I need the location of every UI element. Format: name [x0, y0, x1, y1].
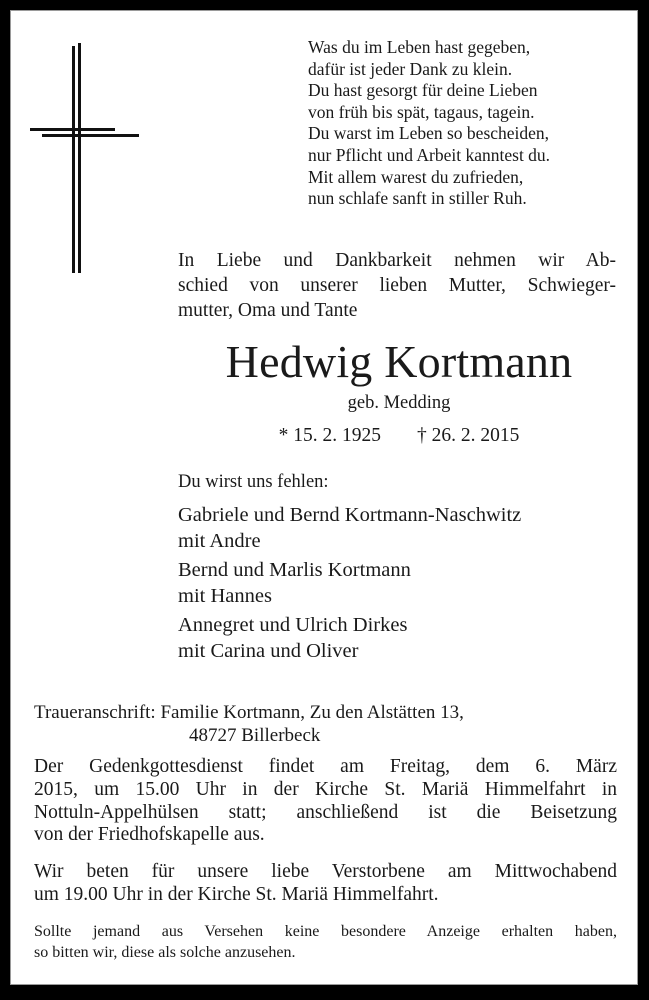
- poem-line: Mit allem warest du zufrieden,: [308, 166, 524, 187]
- death-date: † 26. 2. 2015: [417, 425, 520, 446]
- poem-line: Du hast gesorgt für deine Lieben: [308, 80, 538, 101]
- mourner-names: Annegret und Ulrich Dirkes: [178, 614, 408, 636]
- poem-line: Was du im Leben hast gegeben,: [308, 37, 531, 57]
- poem-line: nun schlafe sanft in stiller Ruh.: [308, 188, 527, 209]
- prayer-info: [34, 860, 617, 906]
- intro-line: mutter, Oma und Tante: [178, 300, 358, 321]
- memorial-service-info: [34, 756, 617, 847]
- address-line: Traueranschrift: Familie Kortmann, Zu den Alstätten 13,: [34, 702, 464, 723]
- note-line: Sollte jemand aus Versehen keine besondere Anzeige erhalten haben,: [34, 923, 617, 940]
- mourner-group: [178, 503, 521, 554]
- mourner-names: Bernd und Marlis Kortmann: [178, 559, 411, 581]
- poem: [308, 37, 550, 210]
- poem-line: von früh bis spät, tagaus, tagein.: [308, 101, 535, 122]
- note-line: so bitten wir, diese als solche anzusehen.: [34, 943, 296, 961]
- life-dates: [160, 423, 638, 449]
- mourners-heading: Du wirst uns fehlen:: [178, 472, 329, 492]
- mourners-list: [178, 503, 521, 668]
- poem-line: dafür ist jeder Dank zu klein.: [308, 58, 513, 79]
- mourner-group: [178, 558, 521, 609]
- notice-note: [34, 922, 617, 963]
- poem-line: nur Pflicht und Arbeit kanntest du.: [308, 144, 551, 165]
- service-line: von der Friedhofskapelle aus.: [34, 824, 265, 846]
- intro-line: In Liebe und Dankbarkeit nehmen wir Ab-: [178, 250, 616, 271]
- address-line: 48727 Billerbeck: [189, 724, 321, 746]
- deceased-name: Hedwig Kortmann: [225, 336, 573, 387]
- prayer-line: um 19.00 Uhr in der Kirche St. Mariä Himmelfahrt.: [34, 884, 439, 905]
- birth-date: * 15. 2. 1925: [278, 425, 381, 446]
- mourning-address: [34, 702, 464, 747]
- mourner-group: [178, 613, 521, 664]
- prayer-line: Wir beten für unsere liebe Verstorbene am Mittwochabend: [34, 861, 617, 882]
- birth-name: geb. Medding: [347, 393, 451, 413]
- intro-text: [178, 248, 616, 323]
- mourner-names: Gabriele und Bernd Kortmann-Naschwitz: [178, 504, 522, 526]
- service-line: Nottuln-Appelhülsen statt; anschließend ist die Beisetzung: [34, 801, 617, 823]
- service-line: 2015, um 15.00 Uhr in der Kirche St. Mariä Himmelfahrt in: [34, 778, 617, 800]
- poem-line: Du warst im Leben so bescheiden,: [308, 123, 550, 144]
- mourner-children: mit Hannes: [178, 584, 272, 607]
- mourner-children: mit Carina und Oliver: [178, 639, 359, 662]
- intro-line: schied von unserer lieben Mutter, Schwieger-: [178, 275, 616, 296]
- mourner-children: mit Andre: [178, 529, 261, 552]
- latin-cross-icon: [30, 43, 140, 273]
- service-line: Der Gedenkgottesdienst findet am Freitag, dem 6. März: [34, 756, 617, 777]
